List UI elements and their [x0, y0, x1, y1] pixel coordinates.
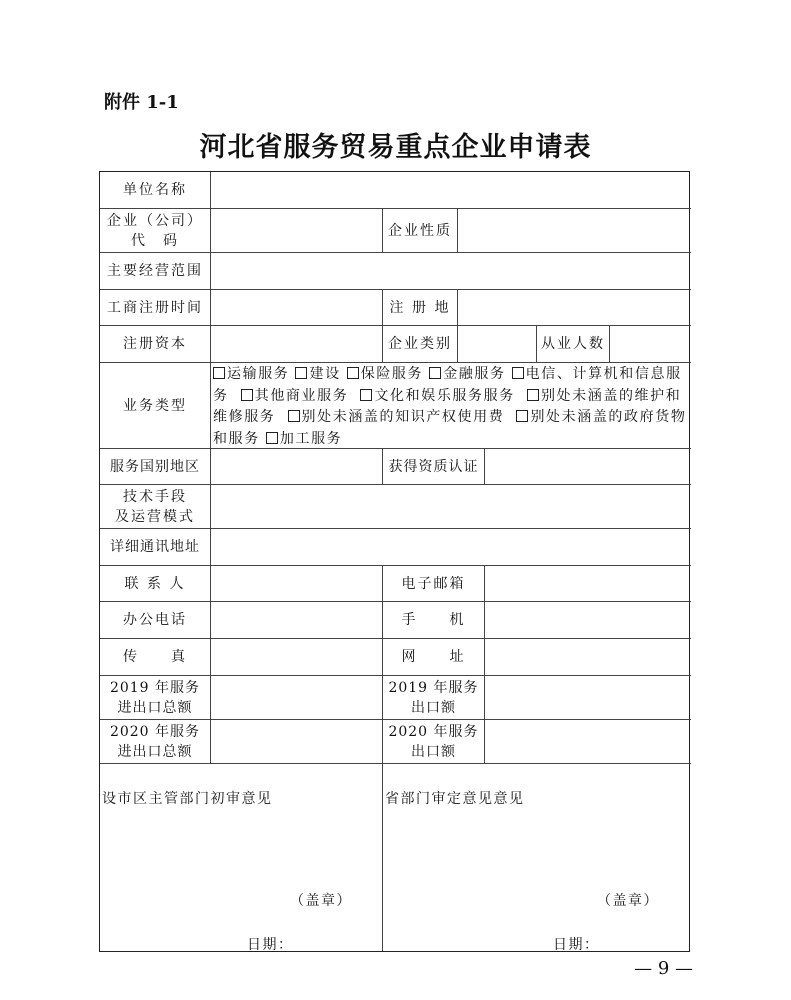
- label-reg-place: 注 册 地: [383, 290, 458, 326]
- label-reg-time: 工商注册时间: [100, 290, 211, 326]
- label-email: 电子邮箱: [383, 566, 485, 602]
- label-2019-export-line2: 出口额: [411, 699, 456, 716]
- label-enterprise-category: 企业类别: [383, 326, 458, 363]
- address-field[interactable]: [211, 529, 691, 566]
- mobile-field[interactable]: [485, 602, 691, 639]
- label-reg-capital: 注册资本: [100, 326, 211, 363]
- checkbox-icon[interactable]: [527, 389, 539, 401]
- checkbox-icon[interactable]: [241, 389, 253, 401]
- label-business-scope: 主要经营范围: [100, 253, 211, 290]
- label-2020-export-line1: 2020 年服务: [388, 723, 479, 740]
- checkbox-icon[interactable]: [516, 410, 528, 422]
- tech-mode-field[interactable]: [211, 485, 691, 529]
- province-date-label: 日期：: [553, 937, 600, 953]
- checkbox-icon[interactable]: [266, 432, 278, 444]
- label-2020-export-line2: 出口额: [411, 743, 456, 760]
- enterprise-nature-field[interactable]: [458, 209, 691, 253]
- label-website: 网 址: [383, 639, 485, 676]
- checkbox-option[interactable]: 金融服务: [429, 366, 505, 382]
- province-seal-label: （盖章）: [597, 893, 659, 909]
- website-field[interactable]: [485, 639, 691, 676]
- label-tech-mode: [100, 485, 211, 529]
- label-2020-total-line2: 进出口总额: [117, 743, 193, 760]
- 2020-total-field[interactable]: [211, 720, 383, 764]
- checkbox-option[interactable]: 别处未涵盖的政府货物和服务: [213, 409, 687, 447]
- checkbox-icon[interactable]: [429, 367, 441, 379]
- label-qualification: 获得资质认证: [383, 449, 485, 485]
- page-number: — 9 —: [634, 958, 693, 979]
- label-mobile: 手 机: [383, 602, 485, 639]
- checkbox-icon[interactable]: [347, 367, 359, 379]
- label-2019-total-line2: 进出口总额: [117, 699, 193, 716]
- page-title: 河北省服务贸易重点企业申请表: [199, 132, 592, 163]
- employees-field[interactable]: [610, 326, 691, 363]
- label-address: 详细通讯地址: [100, 529, 211, 566]
- business-type-options: [211, 363, 691, 449]
- company-code-field[interactable]: [211, 209, 383, 253]
- province-opinion-box[interactable]: [383, 764, 689, 951]
- 2020-export-field[interactable]: [485, 720, 691, 764]
- label-2019-total-line1: 2019 年服务: [109, 679, 201, 696]
- reg-time-field[interactable]: [211, 290, 383, 326]
- service-region-field[interactable]: [211, 449, 383, 485]
- enterprise-category-field[interactable]: [458, 326, 537, 363]
- attachment-label: 附件 1-1: [104, 92, 179, 113]
- label-fax: 传 真: [100, 639, 211, 676]
- checkbox-option[interactable]: 加工服务: [266, 431, 342, 447]
- checkbox-option[interactable]: 建设: [295, 366, 340, 382]
- application-form: [99, 171, 690, 952]
- checkbox-icon[interactable]: [360, 389, 372, 401]
- checkbox-option[interactable]: 别处未涵盖的维护和维修服务: [213, 387, 682, 425]
- label-2019-export-line1: 2019 年服务: [388, 679, 479, 696]
- province-opinion-label: 省部门审定意见意见: [385, 791, 525, 807]
- checkbox-option[interactable]: 电信、计算机和信息服务: [213, 366, 682, 404]
- 2019-export-field[interactable]: [485, 676, 691, 720]
- checkbox-option[interactable]: 别处未涵盖的知识产权使用费: [288, 409, 505, 425]
- contact-field[interactable]: [211, 566, 383, 602]
- label-company-code: [100, 209, 211, 253]
- label-2019-export: [383, 676, 485, 720]
- city-seal-label: （盖章）: [290, 893, 352, 909]
- city-date-label: 日期：: [247, 937, 294, 953]
- qualification-field[interactable]: [485, 449, 691, 485]
- label-2020-export: [383, 720, 485, 764]
- fax-field[interactable]: [211, 639, 383, 676]
- checkbox-icon[interactable]: [512, 367, 524, 379]
- label-service-region: 服务国别地区: [100, 449, 211, 485]
- label-contact: 联 系 人: [100, 566, 211, 602]
- business-scope-field[interactable]: [211, 253, 691, 290]
- label-company-code-line2: 代 码: [131, 232, 179, 249]
- checkbox-option[interactable]: 其他商业服务: [241, 388, 349, 404]
- label-enterprise-nature: 企业性质: [383, 209, 458, 253]
- label-tech-mode-line1: 技术手段: [123, 488, 187, 505]
- label-office-phone: 办公电话: [100, 602, 211, 639]
- checkbox-icon[interactable]: [288, 410, 300, 422]
- label-company-code-line1: 企业（公司）: [107, 212, 203, 229]
- reg-place-field[interactable]: [458, 290, 691, 326]
- checkbox-option[interactable]: 保险服务: [347, 366, 423, 382]
- unit-name-field[interactable]: [211, 172, 691, 209]
- office-phone-field[interactable]: [211, 602, 383, 639]
- label-2020-total-line1: 2020 年服务: [109, 723, 201, 740]
- reg-capital-field[interactable]: [211, 326, 383, 363]
- label-unit-name: 单位名称: [100, 172, 211, 209]
- label-tech-mode-line2: 及运营模式: [115, 508, 195, 525]
- label-2019-total: [100, 676, 211, 720]
- checkbox-icon[interactable]: [213, 367, 225, 379]
- email-field[interactable]: [485, 566, 691, 602]
- label-2020-total: [100, 720, 211, 764]
- checkbox-option[interactable]: 运输服务: [213, 366, 289, 382]
- city-opinion-box[interactable]: [100, 764, 383, 951]
- checkbox-icon[interactable]: [295, 367, 307, 379]
- label-employees: 从业人数: [537, 326, 610, 363]
- label-business-type: 业务类型: [100, 363, 211, 449]
- city-opinion-label: 设市区主管部门初审意见: [102, 791, 273, 807]
- checkbox-option[interactable]: 文化和娱乐服务服务: [360, 388, 514, 404]
- 2019-total-field[interactable]: [211, 676, 383, 720]
